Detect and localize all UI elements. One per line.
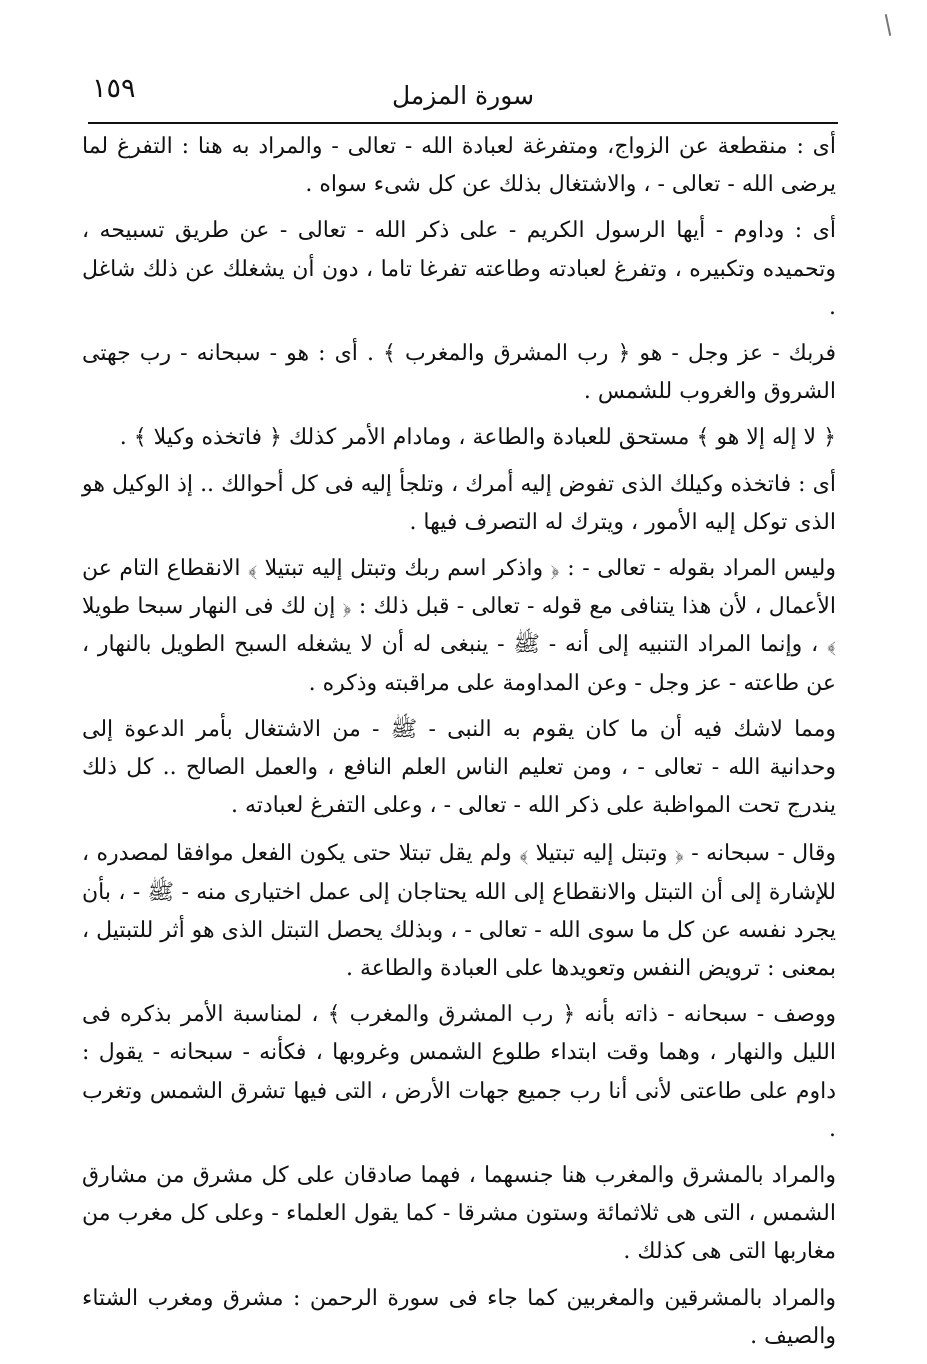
paragraph: ومما لاشك فيه أن ما كان يقوم به النبى - ﷺ - من الاشتغال بأمر الدعوة إلى وحدانية الله - تعالى - ، ومن تعليم الناس العلم النافع ، والعمل الصالح .. كل ذلك يندرج تحت المواظبة على ذكر الله - تعالى - ، وعلى التفرغ لعبادته . (82, 716, 836, 819)
paragraph: وقال - سبحانه - ﴿ وتبتل إليه تبتيلا ﴾ ولم يقل تبتلا حتى يكون الفعل موافقا لمصدره ، للإشارة إلى أن التبتل والانقطاع إلى الله يحتاجان إلى عمل اختيارى منه - ﷺ - ، بأن يجرد نفسه عن كل ما سوى الله - تعالى - ، وبذلك يحصل التبتل الذى هو أثر للتبتيل ، بمعنى : ترويض النفس وتعويدها على العبادة والطاعة . (82, 841, 836, 982)
paragraph: أى : وداوم - أيها الرسول الكريم - على ذكر الله - تعالى - عن طريق تسبيحه ، وتحميده وتكبيره ، وتفرغ لعبادته وطاعته تفرغا تاما ، دون أن يشغلك عن ذلك شاغل . (82, 218, 836, 320)
paragraph: ﴿ لا إله إلا هو ﴾ مستحق للعبادة والطاعة ، ومادام الأمر كذلك ﴿ فاتخذه وكيلا ﴾ . (119, 425, 836, 451)
body-text (82, 128, 836, 1364)
paragraph: أى : منقطعة عن الزواج، ومتفرغة لعبادة الله - تعالى - والمراد به هنا : التفرغ لما يرضى الله - تعالى - ، والاشتغال بذلك عن كل شىء سواه . (82, 134, 836, 198)
paragraph: فربك - عز وجل - هو ﴿ رب المشرق والمغرب ﴾ . أى : هو - سبحانه - رب جهتى الشروق والغروب للشمس . (82, 341, 836, 405)
paragraph: وليس المراد بقوله - تعالى - : ﴿ واذكر اسم ربك وتبتل إليه تبتيلا ﴾ الانقطاع التام عن الأعمال ، لأن هذا يتنافى مع قوله - تعالى - قبل ذلك : ﴿ إن لك فى النهار سبحا طويلا ﴾ ، وإنما المراد التنبيه إلى أنه - ﷺ - ينبغى له أن لا يشغله السبح الطويل بالنهار ، عن طاعته - عز وجل - وعن المداومة على مراقبته وذكره . (82, 556, 836, 696)
paragraph: ووصف - سبحانه - ذاته بأنه ﴿ رب المشرق والمغرب ﴾ ، لمناسبة الأمر بذكره فى الليل والنهار ، وهما وقت ابتداء طلوع الشمس وغروبها ، فكأنه - سبحانه - يقول : داوم على طاعتى لأنى أنا رب جميع جهات الأرض ، التى فيها تشرق الشمس وتغرب . (82, 1002, 836, 1142)
paragraph: والمراد بالمشرقين والمغربين كما جاء فى سورة الرحمن : مشرق ومغرب الشتاء والصيف . (82, 1285, 836, 1349)
scan-speck (885, 14, 892, 36)
paragraph: والمراد بالمشرق والمغرب هنا جنسهما ، فهما صادقان على كل مشرق من مشارق الشمس ، التى هى ثلاثمائة وستون مشرقا - كما يقول العلماء - وعلى كل مغرب من مغاربها التى هى كذلك . (82, 1163, 836, 1265)
page-number: ١٥٩ (92, 73, 136, 104)
paragraph: أى : فاتخذه وكيلك الذى تفوض إليه أمرك ، وتلجأ إليه فى كل أحوالك .. إذ الوكيل هو الذى توكل إليه الأمور ، ويترك له التصرف فيها . (82, 471, 836, 535)
running-title: سورة المزمل (391, 81, 535, 110)
header-rule (88, 122, 838, 124)
page-header (88, 72, 838, 120)
